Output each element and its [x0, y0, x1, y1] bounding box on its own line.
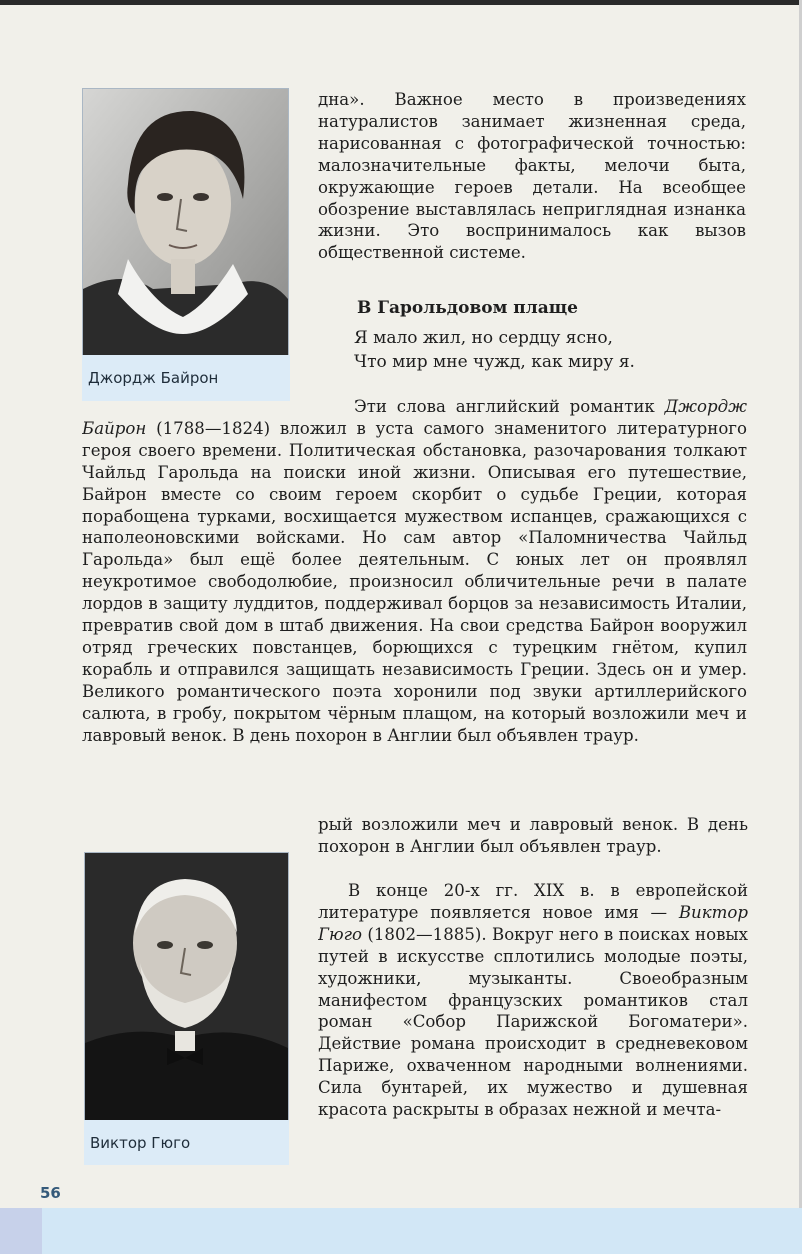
paragraph-byron [82, 396, 747, 812]
paragraph-naturalism [318, 89, 746, 264]
hugo-text-before: В конце 20-х гг. XIX в. в европейской литературе появляется новое имя — [318, 881, 748, 922]
poem-line-1: Я мало жил, но сердцу ясно, [354, 328, 613, 348]
epigraph-poem [354, 326, 635, 374]
top-edge [0, 0, 802, 5]
page-number: 56 [40, 1184, 61, 1202]
paragraph-naturalism-text: дна». Важное место в произведениях натуралистов занимает жизненная среда, нарисованная с фотографической точностью: малозначительные факты, мелочи быта, окружающие героев детали. На всеобщее обозрение выставлялась неприглядная изнанка жизни. Это воспринималось как вызов общественной системе. [318, 90, 746, 263]
paragraph-byron-end: рый возложили меч и лавровый венок. В день похорон в Англии был объявлен траур. [318, 815, 748, 856]
byron-caption [82, 355, 290, 401]
paragraph-hugo [318, 880, 748, 1174]
hugo-caption-text: Виктор Гюго [90, 1133, 191, 1152]
section-heading: В Гарольдовом плаще [357, 298, 578, 318]
portrait-engraving-icon [83, 89, 288, 355]
byron-caption-text: Джордж Байрон [88, 369, 219, 387]
footer-band [0, 1208, 802, 1254]
byron-text-rest: (1788—1824) вложил в уста самого знаменитого литературного героя своего времени. Политическая обстановка, разочарования толкают Чайльд Гарольда на поиски иной жизни. Описывая его путешествие, Байрон вместе со своим героем скорбит о судьбе Греции, которая порабощена турками, восхищается мужеством испанцев, сражающихся с наполеоновскими войсками. Но сам автор «Паломничества Чайльд Гарольда» был ещё более деятельным. С юных лет он проявлял неукротимое свободолюбие, произносил обличительные речи в палате лордов в защиту луддитов, поддерживал борцов за независимость Италии, превратив свой дом в штаб движения. На свои средства Байрон вооружил отряд греческих повстанцев, борющихся с турецким гнётом, купил корабль и отправился защищать независимость Греции. Здесь он и умер. Великого романтического поэта хоронили под звуки артиллерийского салюта, в гробу, покрытом чёрным плащом, на который возложили меч и лавровый венок. В день похорон в Англии был объявлен траур. [82, 418, 747, 745]
hugo-text-after: (1802—1885). Вокруг него в поисках новых путей в искусстве сплотились молодые поэты, художники, музыканты. Своеобразным манифестом французских романтиков стал роман «Собор Парижской Богоматери». Действие романа происходит в средневековом Париже, охваченном народными волнениями. Сила бунтарей, их мужество и душевная красота раскрыты в образах нежной и мечта- [318, 924, 748, 1120]
byron-portrait [82, 88, 289, 356]
byron-name: Джордж Байрон [82, 397, 747, 438]
footer-corner [0, 1208, 42, 1254]
hugo-caption [84, 1120, 289, 1165]
portrait-photograph-icon [85, 853, 288, 1121]
hugo-name: Виктор Гюго [318, 902, 748, 944]
hugo-portrait [84, 852, 289, 1122]
poem-line-2: Что мир мне чужд, как миру я. [354, 352, 635, 372]
byron-text-before: Эти слова английский романтик [354, 397, 665, 416]
